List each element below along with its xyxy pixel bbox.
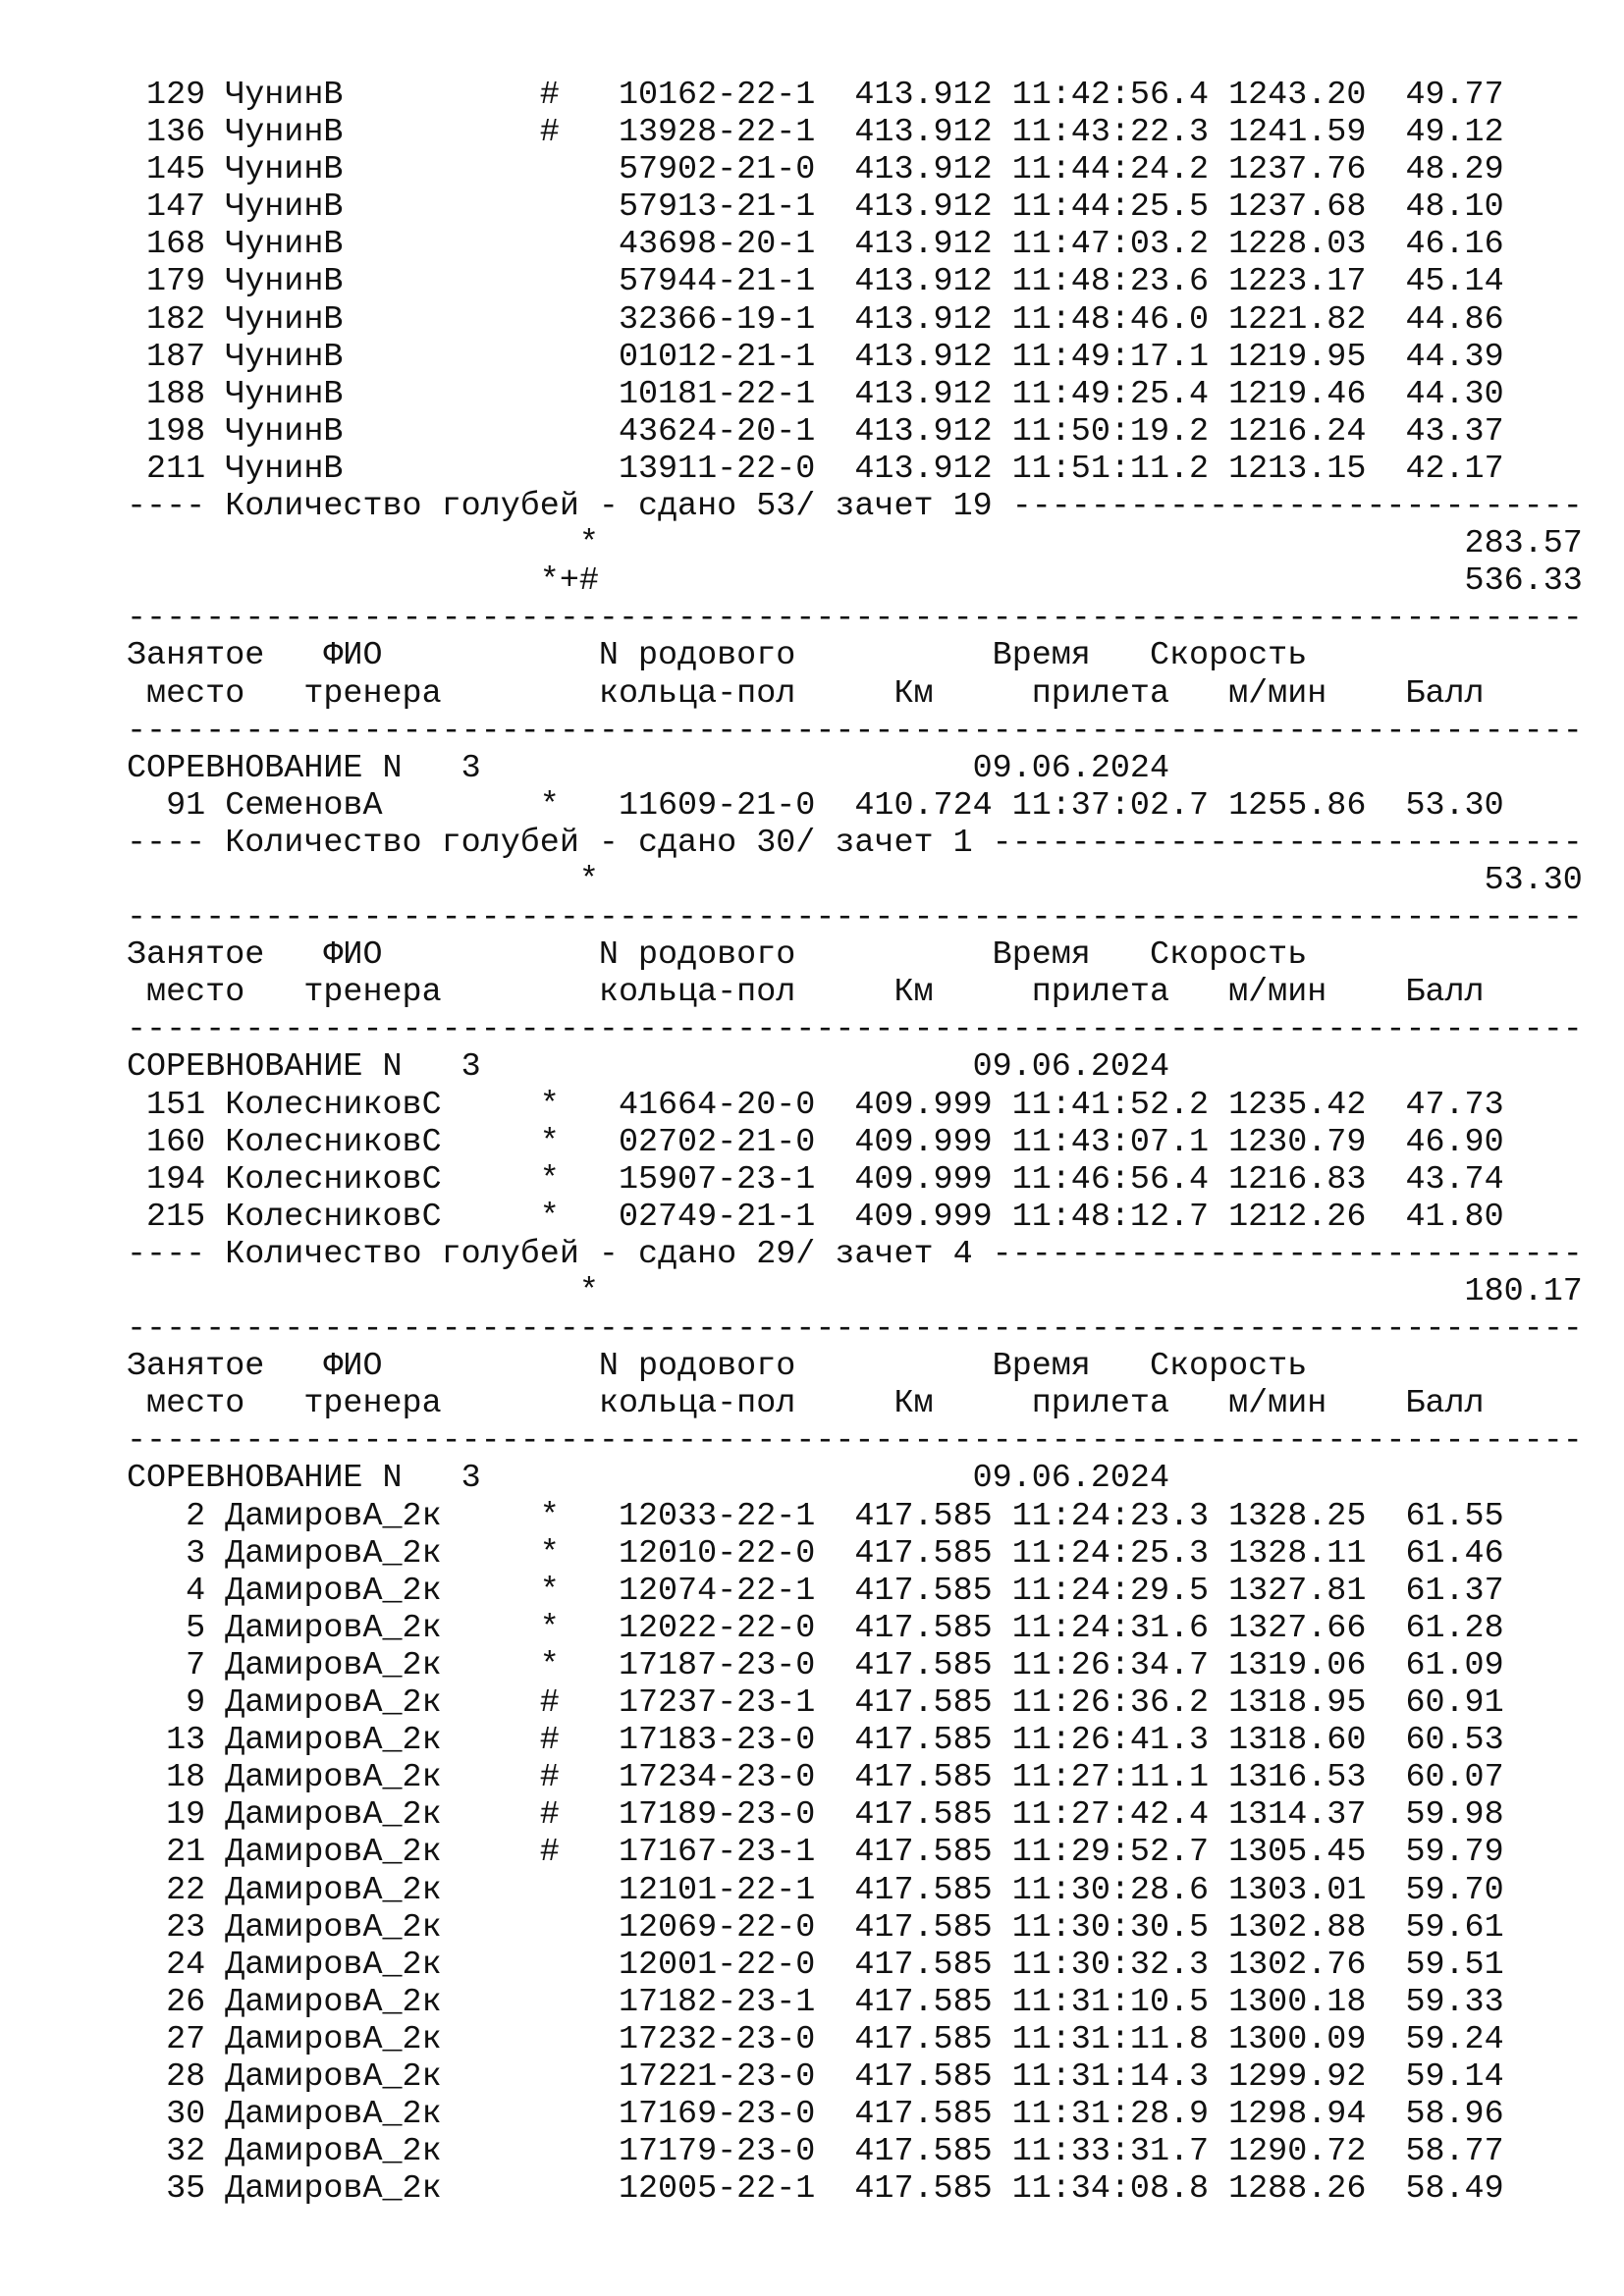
result-row: 35 ДамировА_2к 12005-22-1 417.585 11:34:08.8 1288.26 58.49 bbox=[127, 2170, 1504, 2209]
result-row: 26 ДамировА_2к 17182-23-1 417.585 11:31:10.5 1300.18 59.33 bbox=[127, 1983, 1504, 2021]
count-summary-line: ---- Количество голубей - сдано 29/ зачет 4 ------------------------------ bbox=[127, 1235, 1583, 1273]
separator: -------------------------------------------------------------------------- bbox=[127, 1310, 1583, 1349]
result-row: 18 ДамировА_2к # 17234-23-0 417.585 11:27:11.1 1316.53 60.07 bbox=[127, 1759, 1504, 1797]
result-row: 30 ДамировА_2к 17169-23-0 417.585 11:31:28.9 1298.94 58.96 bbox=[127, 2096, 1504, 2134]
total-line: *+# 536.33 bbox=[127, 562, 1583, 601]
result-row: 22 ДамировА_2к 12101-22-1 417.585 11:30:28.6 1303.01 59.70 bbox=[127, 1871, 1504, 1909]
result-row: 2 ДамировА_2к * 12033-22-1 417.585 11:24:23.3 1328.25 61.55 bbox=[127, 1497, 1504, 1535]
column-header-row: место тренера кольца-пол Км прилета м/мин Балл bbox=[127, 1385, 1485, 1423]
result-row: 187 ЧунинВ 01012-21-1 413.912 11:49:17.1 1219.95 44.39 bbox=[127, 338, 1504, 376]
result-row: 23 ДамировА_2к 12069-22-0 417.585 11:30:30.5 1302.88 59.61 bbox=[127, 1908, 1504, 1947]
result-row: 91 СеменовА * 11609-21-0 410.724 11:37:02.7 1255.86 53.30 bbox=[127, 786, 1504, 825]
result-row: 28 ДамировА_2к 17221-23-0 417.585 11:31:14.3 1299.92 59.14 bbox=[127, 2057, 1504, 2096]
result-row: 21 ДамировА_2к # 17167-23-1 417.585 11:29:52.7 1305.45 59.79 bbox=[127, 1834, 1504, 1872]
result-row: 211 ЧунинВ 13911-22-0 413.912 11:51:11.2 1213.15 42.17 bbox=[127, 450, 1504, 488]
total-line: * 283.57 bbox=[127, 525, 1583, 563]
count-summary-line: ---- Количество голубей - сдано 30/ зачет 1 ------------------------------ bbox=[127, 824, 1583, 862]
result-row: 7 ДамировА_2к * 17187-23-0 417.585 11:26:34.7 1319.06 61.09 bbox=[127, 1646, 1504, 1684]
result-row: 3 ДамировА_2к * 12010-22-0 417.585 11:24:25.3 1328.11 61.46 bbox=[127, 1534, 1504, 1573]
result-row: 188 ЧунинВ 10181-22-1 413.912 11:49:25.4 1219.46 44.30 bbox=[127, 375, 1504, 413]
result-row: 194 КолесниковС * 15907-23-1 409.999 11:46:56.4 1216.83 43.74 bbox=[127, 1160, 1504, 1199]
separator: -------------------------------------------------------------------------- bbox=[127, 1011, 1583, 1049]
result-row: 5 ДамировА_2к * 12022-22-0 417.585 11:24:31.6 1327.66 61.28 bbox=[127, 1609, 1504, 1647]
column-header-row: Занятое ФИО N родового Время Скорость bbox=[127, 637, 1308, 675]
column-header-row: Занятое ФИО N родового Время Скорость bbox=[127, 936, 1308, 975]
result-row: 147 ЧунинВ 57913-21-1 413.912 11:44:25.5 1237.68 48.10 bbox=[127, 188, 1504, 227]
column-header-row: место тренера кольца-пол Км прилета м/мин Балл bbox=[127, 974, 1485, 1012]
competition-heading: СОРЕВНОВАНИЕ N 3 09.06.2024 bbox=[127, 1048, 1169, 1087]
competition-heading: СОРЕВНОВАНИЕ N 3 09.06.2024 bbox=[127, 1460, 1169, 1498]
result-row: 9 ДамировА_2к # 17237-23-1 417.585 11:26:36.2 1318.95 60.91 bbox=[127, 1684, 1504, 1723]
result-row: 145 ЧунинВ 57902-21-0 413.912 11:44:24.2 1237.76 48.29 bbox=[127, 151, 1504, 189]
separator: -------------------------------------------------------------------------- bbox=[127, 1422, 1583, 1461]
result-row: 136 ЧунинВ # 13928-22-1 413.912 11:43:22.3 1241.59 49.12 bbox=[127, 114, 1504, 152]
competition-heading: СОРЕВНОВАНИЕ N 3 09.06.2024 bbox=[127, 749, 1169, 787]
separator: -------------------------------------------------------------------------- bbox=[127, 600, 1583, 638]
result-row: 129 ЧунинВ # 10162-22-1 413.912 11:42:56.4 1243.20 49.77 bbox=[127, 77, 1504, 114]
result-row: 4 ДамировА_2к * 12074-22-1 417.585 11:24:29.5 1327.81 61.37 bbox=[127, 1572, 1504, 1610]
result-row: 198 ЧунинВ 43624-20-1 413.912 11:50:19.2 1216.24 43.37 bbox=[127, 412, 1504, 451]
total-line: * 180.17 bbox=[127, 1273, 1583, 1310]
result-row: 13 ДамировА_2к # 17183-23-0 417.585 11:26:41.3 1318.60 60.53 bbox=[127, 1722, 1504, 1760]
result-row: 215 КолесниковС * 02749-21-1 409.999 11:48:12.7 1212.26 41.80 bbox=[127, 1198, 1504, 1236]
result-row: 19 ДамировА_2к # 17189-23-0 417.585 11:27:42.4 1314.37 59.98 bbox=[127, 1796, 1504, 1835]
count-summary-line: ---- Количество голубей - сдано 53/ зачет 19 ----------------------------- bbox=[127, 488, 1583, 526]
column-header-row: место тренера кольца-пол Км прилета м/мин Балл bbox=[127, 674, 1485, 713]
separator: -------------------------------------------------------------------------- bbox=[127, 712, 1583, 750]
result-row: 151 КолесниковС * 41664-20-0 409.999 11:41:52.2 1235.42 47.73 bbox=[127, 1086, 1504, 1124]
result-row: 168 ЧунинВ 43698-20-1 413.912 11:47:03.2 1228.03 46.16 bbox=[127, 226, 1504, 264]
results-printout bbox=[127, 77, 1583, 2209]
separator: -------------------------------------------------------------------------- bbox=[127, 899, 1583, 937]
result-row: 160 КолесниковС * 02702-21-0 409.999 11:43:07.1 1230.79 46.90 bbox=[127, 1123, 1504, 1161]
total-line: * 53.30 bbox=[127, 861, 1583, 899]
result-row: 182 ЧунинВ 32366-19-1 413.912 11:48:46.0 1221.82 44.86 bbox=[127, 300, 1504, 339]
result-row: 27 ДамировА_2к 17232-23-0 417.585 11:31:11.8 1300.09 59.24 bbox=[127, 2020, 1504, 2058]
result-row: 24 ДамировА_2к 12001-22-0 417.585 11:30:32.3 1302.76 59.51 bbox=[127, 1946, 1504, 1984]
result-row: 32 ДамировА_2к 17179-23-0 417.585 11:33:31.7 1290.72 58.77 bbox=[127, 2133, 1504, 2171]
column-header-row: Занятое ФИО N родового Время Скорость bbox=[127, 1348, 1308, 1386]
result-row: 179 ЧунинВ 57944-21-1 413.912 11:48:23.6 1223.17 45.14 bbox=[127, 263, 1504, 301]
